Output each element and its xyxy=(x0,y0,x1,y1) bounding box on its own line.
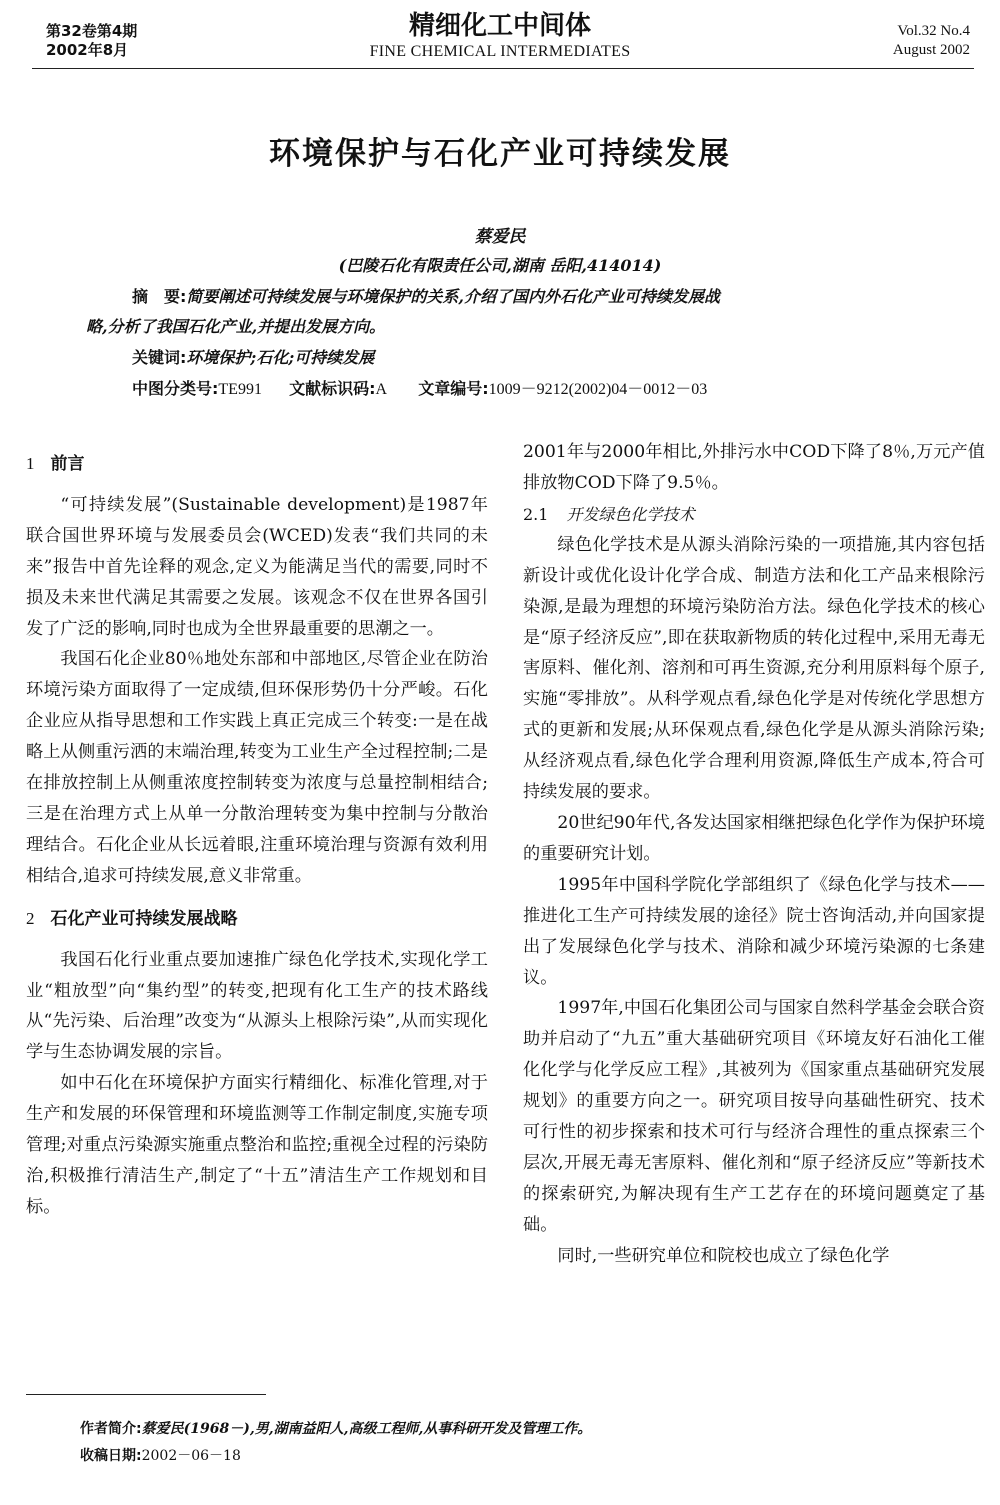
paragraph: 1997年,中国石化集团公司与国家自然科学基金会联合资助并启动了“九五”重大基础研究项目《环境友好石油化工催化化学与化学反应工程》,其被列为《国家重点基础研究发展规划》的重要方向之一。研究项目按导向基础性研究、技术可行性的初步探索和技术可行与经济合理性的重点探索三个层次,开展无毒无害原料、催化剂和“原子经济反应”等新技术的探索研究,为解决现有生产工艺存在的环境问题奠定了基础。 xyxy=(523,998,985,1235)
article-number-label: 文章编号: xyxy=(418,379,489,398)
issue-date: 2002年8月 xyxy=(46,41,129,59)
doc-code: A xyxy=(375,381,388,398)
paragraph: 如中石化在环境保护方面实行精细化、标准化管理,对于生产和发展的环保管理和环境监测等工作制定制度,实施专项管理;对重点污染源实施重点整治和监控;重视全过程的污染防治,积极推行清洁生产,制定了“十五”清洁生产工作规划和目标。 xyxy=(26,1073,488,1217)
journal-name xyxy=(300,10,700,62)
author-bio-text: 蔡爱民(1968－),男,湖南益阳人,高级工程师,从事科研开发及管理工作。 xyxy=(141,1421,592,1437)
header-rule xyxy=(32,68,974,69)
received-date-label: 收稿日期: xyxy=(80,1448,142,1464)
section-number: 2 xyxy=(26,908,35,928)
paragraph: 我国石化行业重点要加速推广绿色化学技术,实现化学工业“粗放型”向“集约型”的转变,把现有化工生产的技术路线从“先污染、后治理”改变为“从源头上根除污染”,从而实现化学与生态协调发展的宗旨。 xyxy=(26,949,488,1063)
section-heading-1 xyxy=(26,449,488,480)
keywords-text: 环境保护;石化;可持续发展 xyxy=(186,348,375,367)
article-number: 1009－9212(2002)04－0012－03 xyxy=(488,381,708,398)
journal-issue xyxy=(46,22,137,60)
received-date-text: 2002－06－18 xyxy=(141,1448,241,1464)
right-column xyxy=(523,437,985,1272)
clc-label: 中图分类号: xyxy=(132,379,219,398)
footnote-rule xyxy=(26,1394,266,1395)
keywords-label: 关键词: xyxy=(132,348,187,367)
paragraph: 同时,一些研究单位和院校也成立了绿色化学 xyxy=(557,1245,890,1266)
paragraph: 1995年中国科学院化学部组织了《绿色化学与技术——推进化工生产可持续发展的途径》院士咨询活动,并向国家提出了发展绿色化学与技术、消除和减少环境污染源的七条建议。 xyxy=(523,874,985,988)
author-bio-label: 作者简介: xyxy=(80,1421,142,1437)
keywords xyxy=(132,343,374,373)
section-heading-2 xyxy=(26,904,488,935)
author-name: 蔡爱民 xyxy=(474,227,526,247)
journal-name-en: FINE CHEMICAL INTERMEDIATES xyxy=(369,43,631,60)
subsection-heading xyxy=(523,499,985,530)
volume-issue: 第32卷第4期 xyxy=(46,22,138,40)
abstract-line-2 xyxy=(86,312,385,342)
paragraph: 2001年与2000年相比,外排污水中COD下降了8％,万元产值排放物COD下降了9.5％。 xyxy=(523,442,985,493)
abstract-text-2: 略,分析了我国石化产业,并提出发展方向。 xyxy=(86,317,386,336)
volume-issue-en: Vol.32 No.4 xyxy=(897,23,970,39)
author-bio xyxy=(80,1418,591,1438)
paragraph: 绿色化学技术是从源头消除污染的一项措施,其内容包括新设计或优化设计化学合成、制造方法和化工产品来根除污染源,是最为理想的环境污染防治方法。绿色化学技术的核心是“原子经济反应”,即在获取新物质的转化过程中,采用无毒无害原料、催化剂、溶剂和可再生资源,充分利用原料每个原子,实施“零排放”。从科学观点看,绿色化学是对传统化学思想方式的更新和发展;从环保观点看,绿色化学是从源头消除污染;从经济观点看,绿色化学合理利用资源,降低生产成本,符合可持续发展的要求。 xyxy=(523,534,985,803)
paragraph: 我国石化企业80％地处东部和中部地区,尽管企业在防治环境污染方面取得了一定成绩,但环保形势仍十分严峻。石化企业应从指导思想和工作实践上真正完成三个转变:一是在战略上从侧重污洒的末端治理,转变为工业生产全过程控制;二是在排放控制上从侧重浓度控制转变为浓度与总量控制相结合;三是在治理方式上从单一分散治理转变为集中控制与分散治理结合。石化企业从长远着眼,注重环境治理与资源有效利用相结合,追求可持续发展,意义非常重。 xyxy=(26,649,488,886)
paragraph: 20世纪90年代,各发达国家相继把绿色化学作为保护环境的重要研究计划。 xyxy=(523,812,985,864)
paragraph: “可持续发展”(Sustainable development)是1987年联合国世界环境与发展委员会(WCED)发表“我们共同的未来”报告中首先诠释的观念,定义为能满足当代的需要,同时不损及未来世代满足其需要之发展。该观念不仅在世界各国引发了广泛的影响,同时也成为全世界最重要的思潮之一。 xyxy=(26,494,488,639)
abstract-text-1: 简要阐述可持续发展与环境保护的关系,介绍了国内外石化产业可持续发展战 xyxy=(186,287,720,306)
author-affiliation: (巴陵石化有限责任公司,湖南 岳阳,414014) xyxy=(338,256,662,275)
clc-code: TE991 xyxy=(218,381,262,398)
journal-name-cn: 精细化工中间体 xyxy=(408,11,591,41)
subsection-number: 2.1 xyxy=(523,504,549,524)
abstract-line-1 xyxy=(132,282,720,312)
left-column xyxy=(26,437,488,1223)
received-date xyxy=(80,1445,241,1465)
journal-issue-en xyxy=(893,22,970,60)
classification-line xyxy=(132,374,707,405)
article-title: 环境保护与石化产业可持续发展 xyxy=(269,136,731,172)
doc-code-label: 文献标识码: xyxy=(289,379,376,398)
section-title: 石化产业可持续发展战略 xyxy=(50,908,238,929)
section-number: 1 xyxy=(26,454,35,473)
issue-date-en: August 2002 xyxy=(892,42,970,58)
abstract-label: 摘 要: xyxy=(132,287,187,306)
section-title: 前言 xyxy=(50,454,85,474)
subsection-title: 开发绿色化学技术 xyxy=(566,504,695,524)
